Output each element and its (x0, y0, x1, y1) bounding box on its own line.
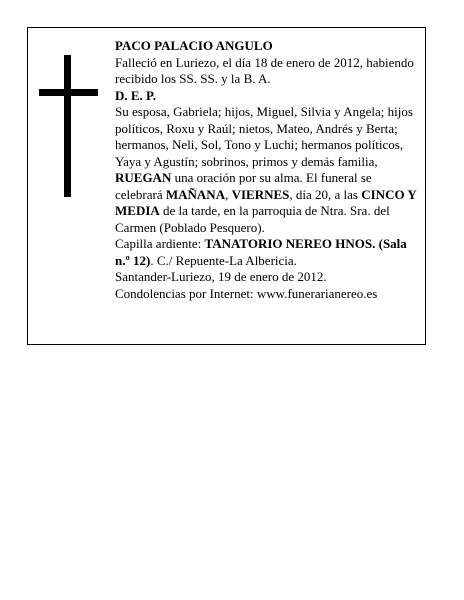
comma-text: , (225, 186, 232, 202)
tanatorio-name: TANATORIO NEREO HNOS. (Sala n.º 12) (115, 236, 407, 268)
address-text: . C./ Repuente-La Albericia. (150, 252, 297, 268)
dep-line: D. E. P. (115, 87, 157, 103)
obituary-notice (27, 27, 426, 345)
prayer-text: una oración por su alma. El funeral se celebrará (115, 170, 372, 202)
family-list: Su esposa, Gabriela; hijos, Miguel, Silvia y Angela; hijos políticos, Roxu y Raúl; nietos, Mateo, Andrés y Berta; hermanos, Neli, Sol, Tono y Luchi; hermanos políticos, Yaya y Agustín; sobrinos, primos y demás familia, (115, 104, 413, 169)
manana-word: MAÑANA (165, 186, 226, 202)
place-text: de la tarde, en la parroquia de Ntra. Sra. del Carmen (Poblado Pesquero). (115, 203, 390, 235)
ruegan-word: RUEGAN (115, 170, 172, 185)
cross-icon (39, 55, 98, 197)
day-text: , día 20, a las (289, 186, 362, 202)
capilla-paragraph (115, 236, 421, 269)
deceased-name: PACO PALACIO ANGULO (115, 38, 273, 53)
death-line: Falleció en Luriezo, el día 18 de enero de 2012, habiendo recibido los SS. SS. y la B. A. (115, 54, 414, 86)
place-date: Santander-Luriezo, 19 de enero de 2012. (115, 269, 327, 284)
funeral-time: CINCO Y MEDIA (115, 186, 417, 218)
cross-horizontal-bar (39, 89, 98, 96)
viernes-word: VIERNES (231, 186, 290, 202)
notice-text (115, 38, 421, 302)
condolences-line: Condolencias por Internet: www.funerarianereo.es (115, 285, 378, 301)
funeral-paragraph (115, 170, 421, 236)
cross-vertical-bar (64, 55, 71, 197)
capilla-label: Capilla ardiente: (115, 236, 205, 251)
